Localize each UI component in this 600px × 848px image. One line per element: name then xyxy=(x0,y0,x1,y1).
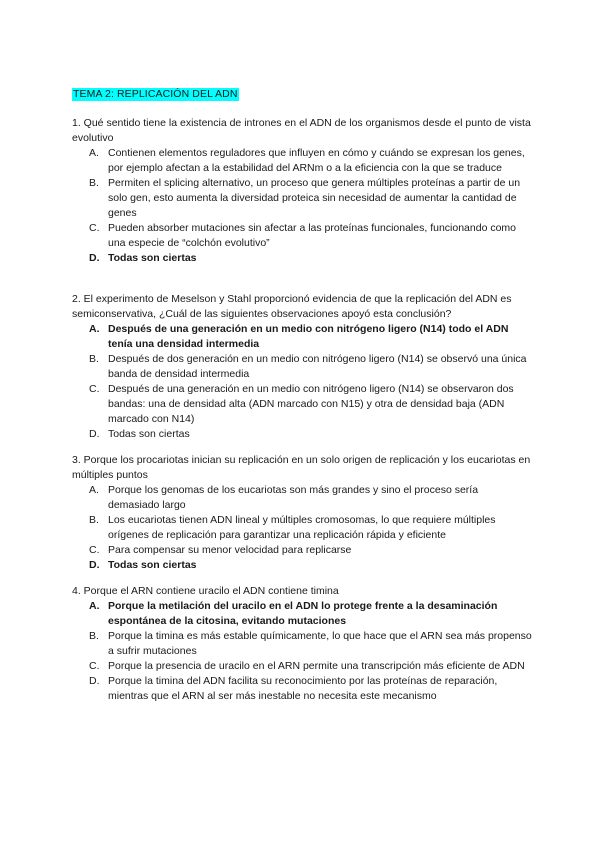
option-text: Todas son ciertas xyxy=(108,428,190,440)
option-text: Pueden absorber mutaciones sin afectar a las proteínas funcionales, funcionando como una especie de “colchón evolutivo” xyxy=(108,222,517,249)
option-letter: C. xyxy=(89,660,100,672)
option-text: Porque los genomas de los eucariotas son más grandes y sino el proceso sería demasiado largo xyxy=(108,484,479,511)
option-text: Contienen elementos reguladores que influyen en cómo y cuándo se expresan los genes, por ejemplo afectan a la estabilidad del ARNm o a la eficiencia con la que se traduce xyxy=(108,147,525,174)
question-text: 2. El experimento de Meselson y Stahl proporcionó evidencia de que la replicación del ADN es semiconservativa, ¿Cuál de las siguientes observaciones apoyó esta conclusión? xyxy=(72,293,512,320)
option-letter: C. xyxy=(89,544,100,556)
question-text: 1. Qué sentido tiene la existencia de intrones en el ADN de los organismos desde el punto de vista evolutivo xyxy=(72,117,531,144)
question-text: 4. Porque el ARN contiene uracilo el ADN contiene timina xyxy=(72,585,339,597)
option-text: Permiten el splicing alternativo, un proceso que genera múltiples proteínas a partir de un solo gen, esto aumenta la diversidad proteica sin necesidad de aumentar la cantidad de genes xyxy=(108,177,521,219)
option-letter: D. xyxy=(89,559,100,571)
option-letter: C. xyxy=(89,383,100,395)
option-b xyxy=(72,176,532,221)
option-text: Después de una generación en un medio con nitrógeno ligero (N14) se observaron dos bandas: una de densidad alta (ADN marcado con N15) y otra de densidad baja (ADN marcado con N14) xyxy=(108,383,514,425)
option-b xyxy=(72,352,532,382)
option-b xyxy=(72,513,532,543)
option-c xyxy=(72,221,532,251)
option-letter: A. xyxy=(89,323,100,335)
option-text: Porque la timina es más estable químicamente, lo que hace que el ARN sea más propenso a sufrir mutaciones xyxy=(108,630,532,657)
question-2 xyxy=(72,292,532,442)
question-4 xyxy=(72,584,532,704)
option-list xyxy=(72,322,532,442)
option-text: Porque la timina del ADN facilita su reconocimiento por las proteínas de reparación, mientras que el ARN al ser más inestable no necesita este mecanismo xyxy=(108,675,498,702)
question-3 xyxy=(72,453,532,573)
option-list xyxy=(72,146,532,266)
option-d xyxy=(72,558,532,573)
option-c xyxy=(72,382,532,427)
option-text: Todas son ciertas xyxy=(108,252,197,264)
option-letter: B. xyxy=(89,177,99,189)
option-d xyxy=(72,427,532,442)
question-text: 3. Porque los procariotas inician su replicación en un solo origen de replicación y los eucariotas en múltiples puntos xyxy=(72,454,531,481)
option-c xyxy=(72,659,532,674)
option-a xyxy=(72,146,532,176)
option-c xyxy=(72,543,532,558)
option-text: Para compensar su menor velocidad para replicarse xyxy=(108,544,352,556)
option-d xyxy=(72,674,532,704)
option-letter: A. xyxy=(89,484,99,496)
option-letter: B. xyxy=(89,630,99,642)
option-text: Porque la metilación del uracilo en el ADN lo protege frente a la desaminación espontánea de la citosina, evitando mutaciones xyxy=(108,600,498,627)
option-letter: C. xyxy=(89,222,100,234)
option-a xyxy=(72,599,532,629)
option-letter: A. xyxy=(89,600,100,612)
option-text: Todas son ciertas xyxy=(108,559,197,571)
option-letter: B. xyxy=(89,514,99,526)
option-text: Los eucariotas tienen ADN lineal y múltiples cromosomas, lo que requiere múltiples orígenes de replicación para garantizar una replicación rápida y eficiente xyxy=(108,514,496,541)
option-list xyxy=(72,599,532,704)
option-b xyxy=(72,629,532,659)
option-letter: B. xyxy=(89,353,99,365)
option-letter: D. xyxy=(89,428,100,440)
option-letter: A. xyxy=(89,147,99,159)
option-d xyxy=(72,251,532,266)
option-text: Después de una generación en un medio con nitrógeno ligero (N14) todo el ADN tenía una densidad intermedia xyxy=(108,323,509,350)
option-list xyxy=(72,483,532,573)
option-a xyxy=(72,322,532,352)
option-letter: D. xyxy=(89,675,100,687)
page-title: TEMA 2: REPLICACIÓN DEL ADN xyxy=(73,88,238,100)
option-text: Porque la presencia de uracilo en el ARN permite una transcripción más eficiente de ADN xyxy=(108,660,525,672)
option-letter: D. xyxy=(89,252,100,264)
option-text: Después de dos generación en un medio con nitrógeno ligero (N14) se observó una única banda de densidad intermedia xyxy=(108,353,527,380)
question-1 xyxy=(72,116,532,266)
option-a xyxy=(72,483,532,513)
